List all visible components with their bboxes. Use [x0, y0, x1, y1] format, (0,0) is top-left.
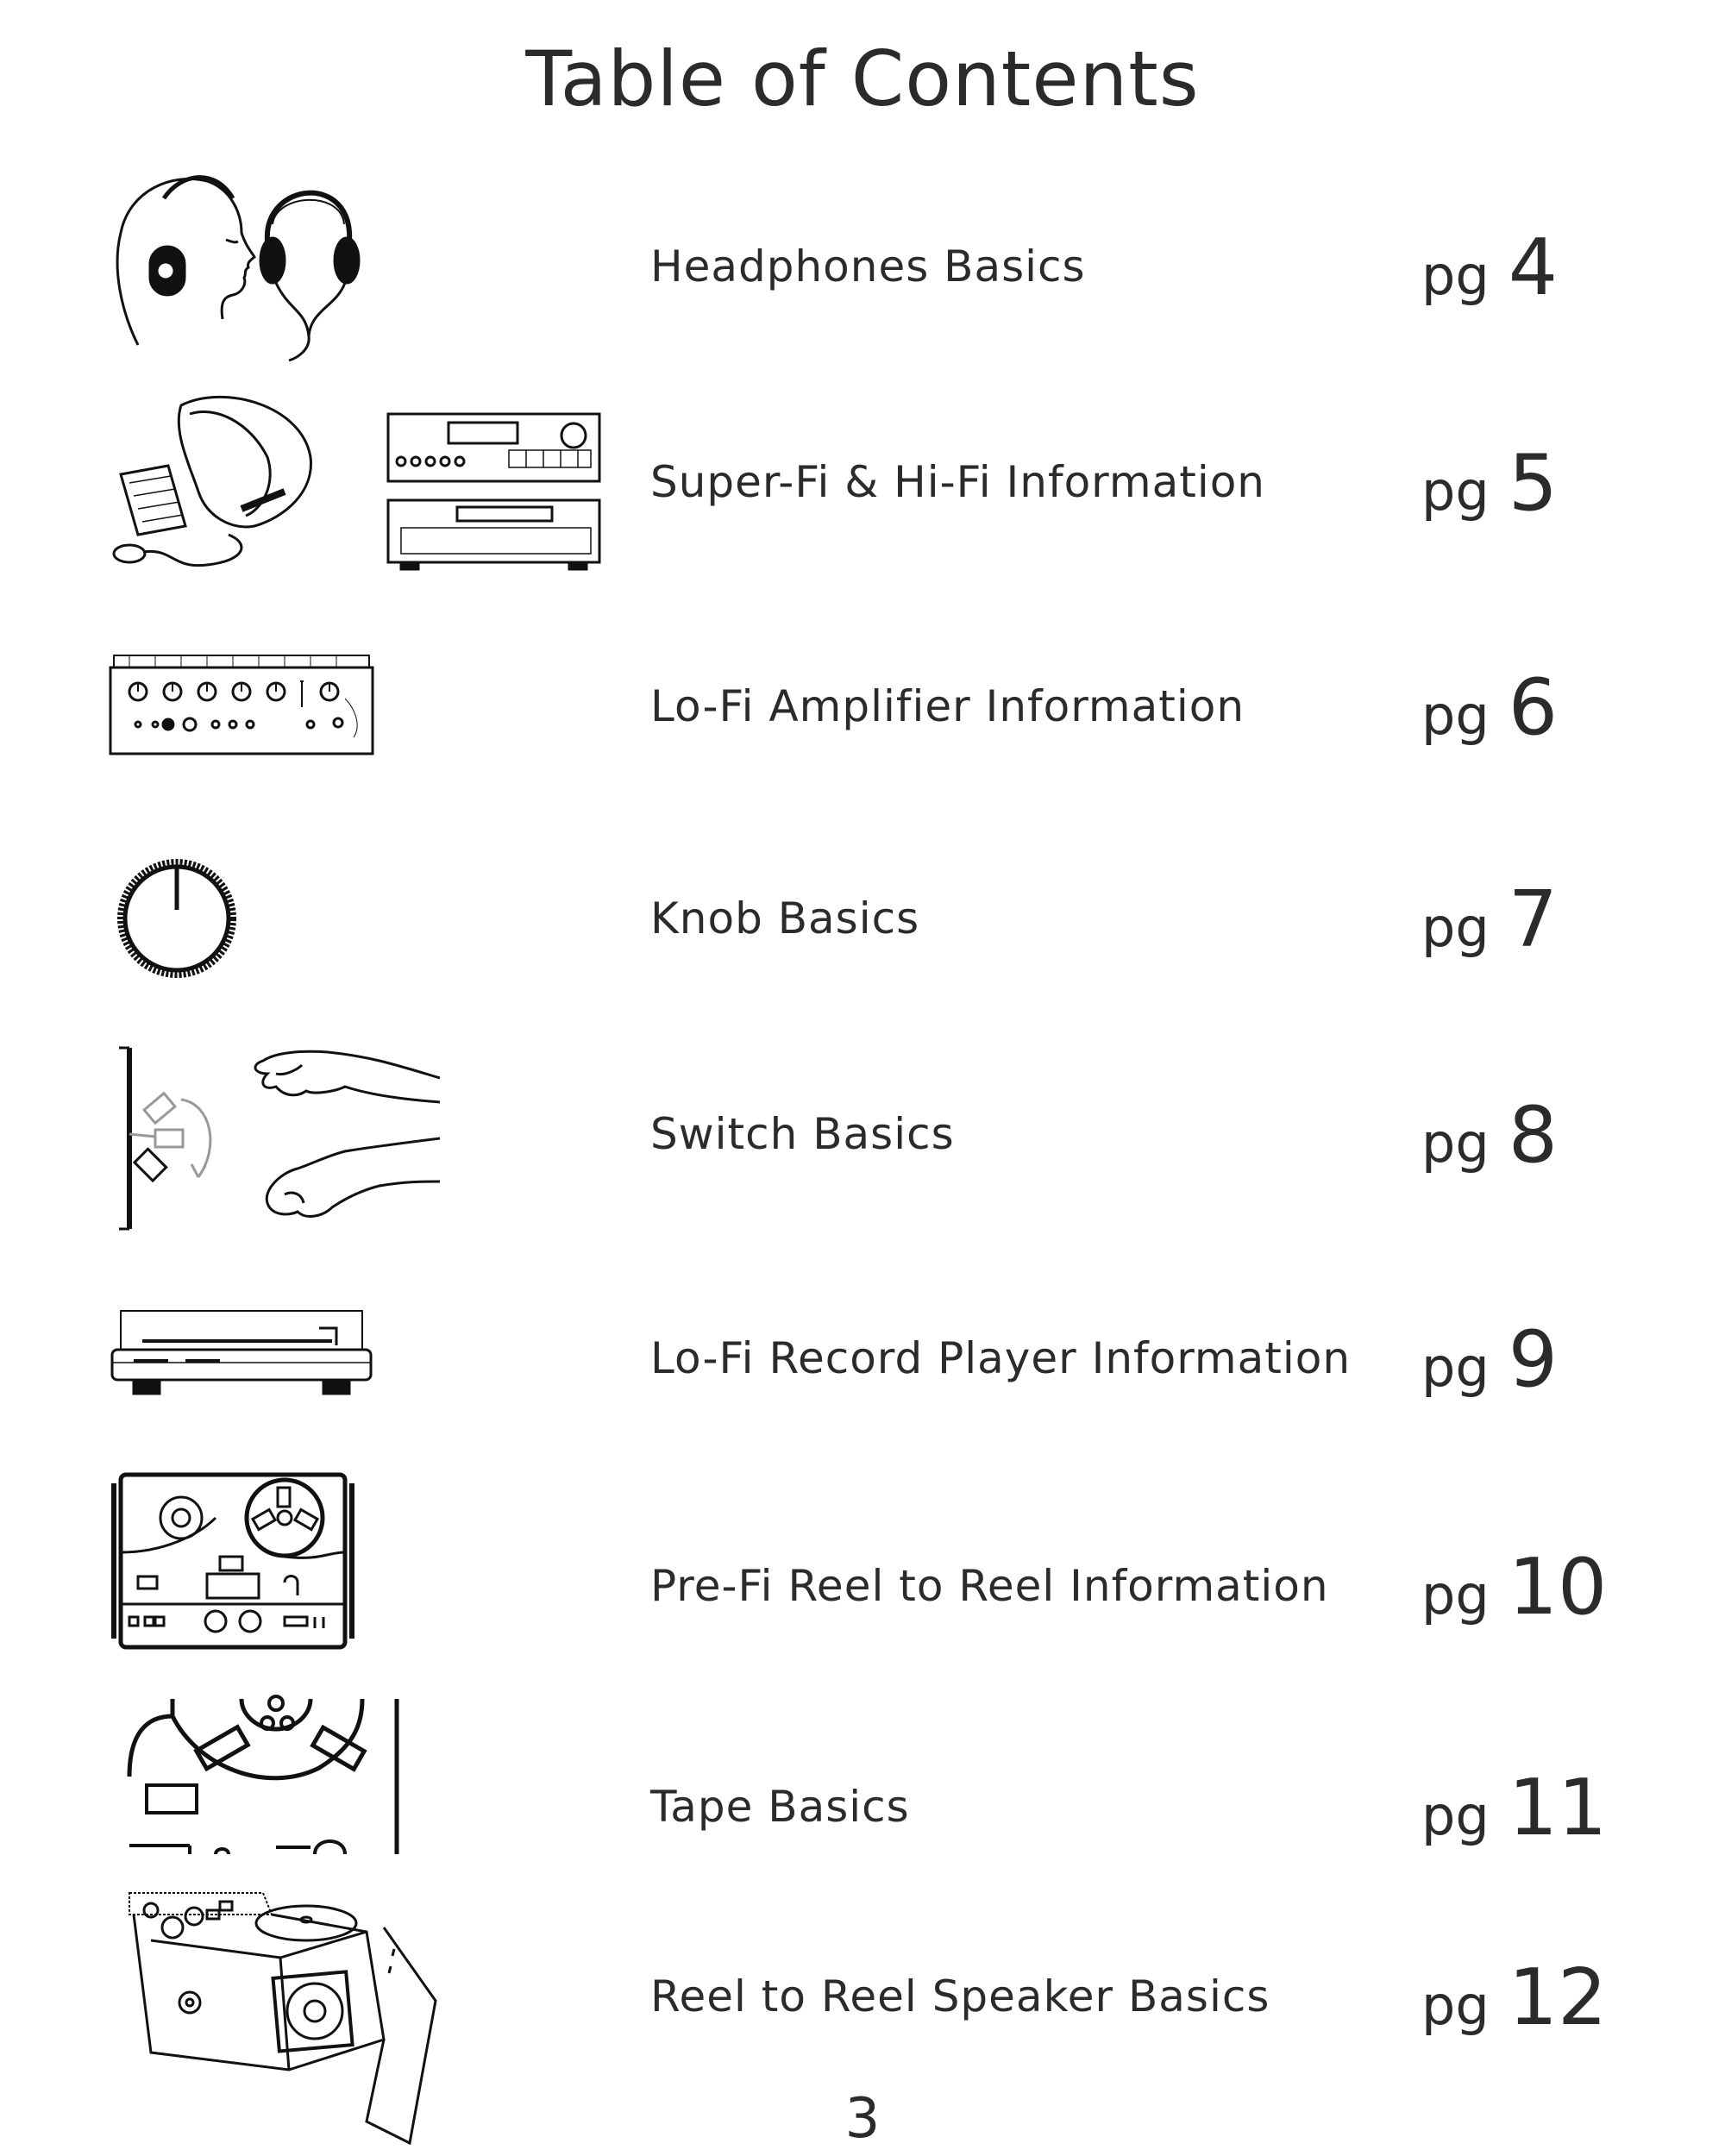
toc-entry-knob[interactable] [0, 828, 1725, 1035]
toc-entry-page [1421, 1090, 1558, 1181]
toc-entry-label[interactable]: Super-Fi & Hi-Fi Information [650, 457, 1265, 507]
page-number-value: 10 [1508, 1542, 1608, 1633]
toc-entry-record-player[interactable] [0, 1276, 1725, 1483]
page-prefix: pg [1421, 1336, 1490, 1399]
page-prefix: pg [1421, 1784, 1490, 1847]
page-prefix: pg [1421, 460, 1490, 523]
page-number-value: 12 [1508, 1952, 1608, 2043]
knob-icon [112, 854, 242, 987]
page-number-value: 7 [1508, 874, 1558, 965]
toc-entry-super-fi-hi-fi[interactable] [0, 379, 1725, 586]
reel-to-reel-icon [112, 1466, 354, 1659]
toc-entry-label[interactable]: Knob Basics [650, 893, 920, 943]
toc-entry-page [1421, 1314, 1558, 1405]
toc-entry-label[interactable]: Reel to Reel Speaker Basics [650, 1971, 1270, 2021]
page-prefix: pg [1421, 1974, 1490, 2037]
toc-entry-tape[interactable] [0, 1699, 1725, 1906]
toc-entry-label[interactable]: Lo-Fi Record Player Information [650, 1333, 1352, 1383]
toc-entry-reel-speaker[interactable] [0, 1889, 1725, 2096]
page-prefix: pg [1421, 1112, 1490, 1175]
tape-reel-closeup-icon [129, 1699, 405, 1858]
page-prefix: pg [1421, 684, 1490, 747]
headphones-icon [104, 164, 380, 366]
toc-entry-amplifier[interactable] [0, 621, 1725, 828]
toc-entry-page [1421, 874, 1558, 965]
toc-entry-label[interactable]: Pre-Fi Reel to Reel Information [650, 1561, 1329, 1611]
page-number-value: 8 [1508, 1090, 1558, 1181]
page-number-value: 11 [1508, 1763, 1608, 1853]
page-number-value: 4 [1508, 222, 1558, 313]
page-prefix: pg [1421, 896, 1490, 959]
toc-entry-headphones[interactable] [0, 164, 1725, 371]
switch-hand-icon [112, 1044, 440, 1237]
toc-entry-page [1421, 438, 1558, 529]
toc-entry-label[interactable]: Lo-Fi Amplifier Information [650, 681, 1245, 731]
page-footer-number: 3 [844, 2087, 881, 2151]
toc-entry-page [1421, 1763, 1607, 1853]
page-prefix: pg [1421, 244, 1490, 307]
page-number-value: 5 [1508, 438, 1558, 529]
toc-entry-switch[interactable] [0, 1035, 1725, 1242]
page-prefix: pg [1421, 1564, 1490, 1626]
toc-entry-label[interactable]: Tape Basics [650, 1782, 910, 1832]
toc-entry-page [1421, 1542, 1607, 1633]
toc-entry-page [1421, 222, 1558, 313]
page-number-value: 6 [1508, 662, 1558, 753]
toc-entry-label[interactable]: Switch Basics [650, 1109, 955, 1159]
page-number-value: 9 [1508, 1314, 1558, 1405]
amplifier-icon [104, 655, 380, 762]
toc-entry-reel-to-reel[interactable] [0, 1466, 1725, 1673]
computer-and-stereo-icon [104, 388, 604, 581]
page-title: Table of Contents [525, 34, 1200, 123]
record-player-icon [108, 1311, 375, 1409]
toc-entry-page [1421, 1952, 1607, 2043]
toc-entry-page [1421, 662, 1558, 753]
toc-entry-label[interactable]: Headphones Basics [650, 241, 1086, 291]
